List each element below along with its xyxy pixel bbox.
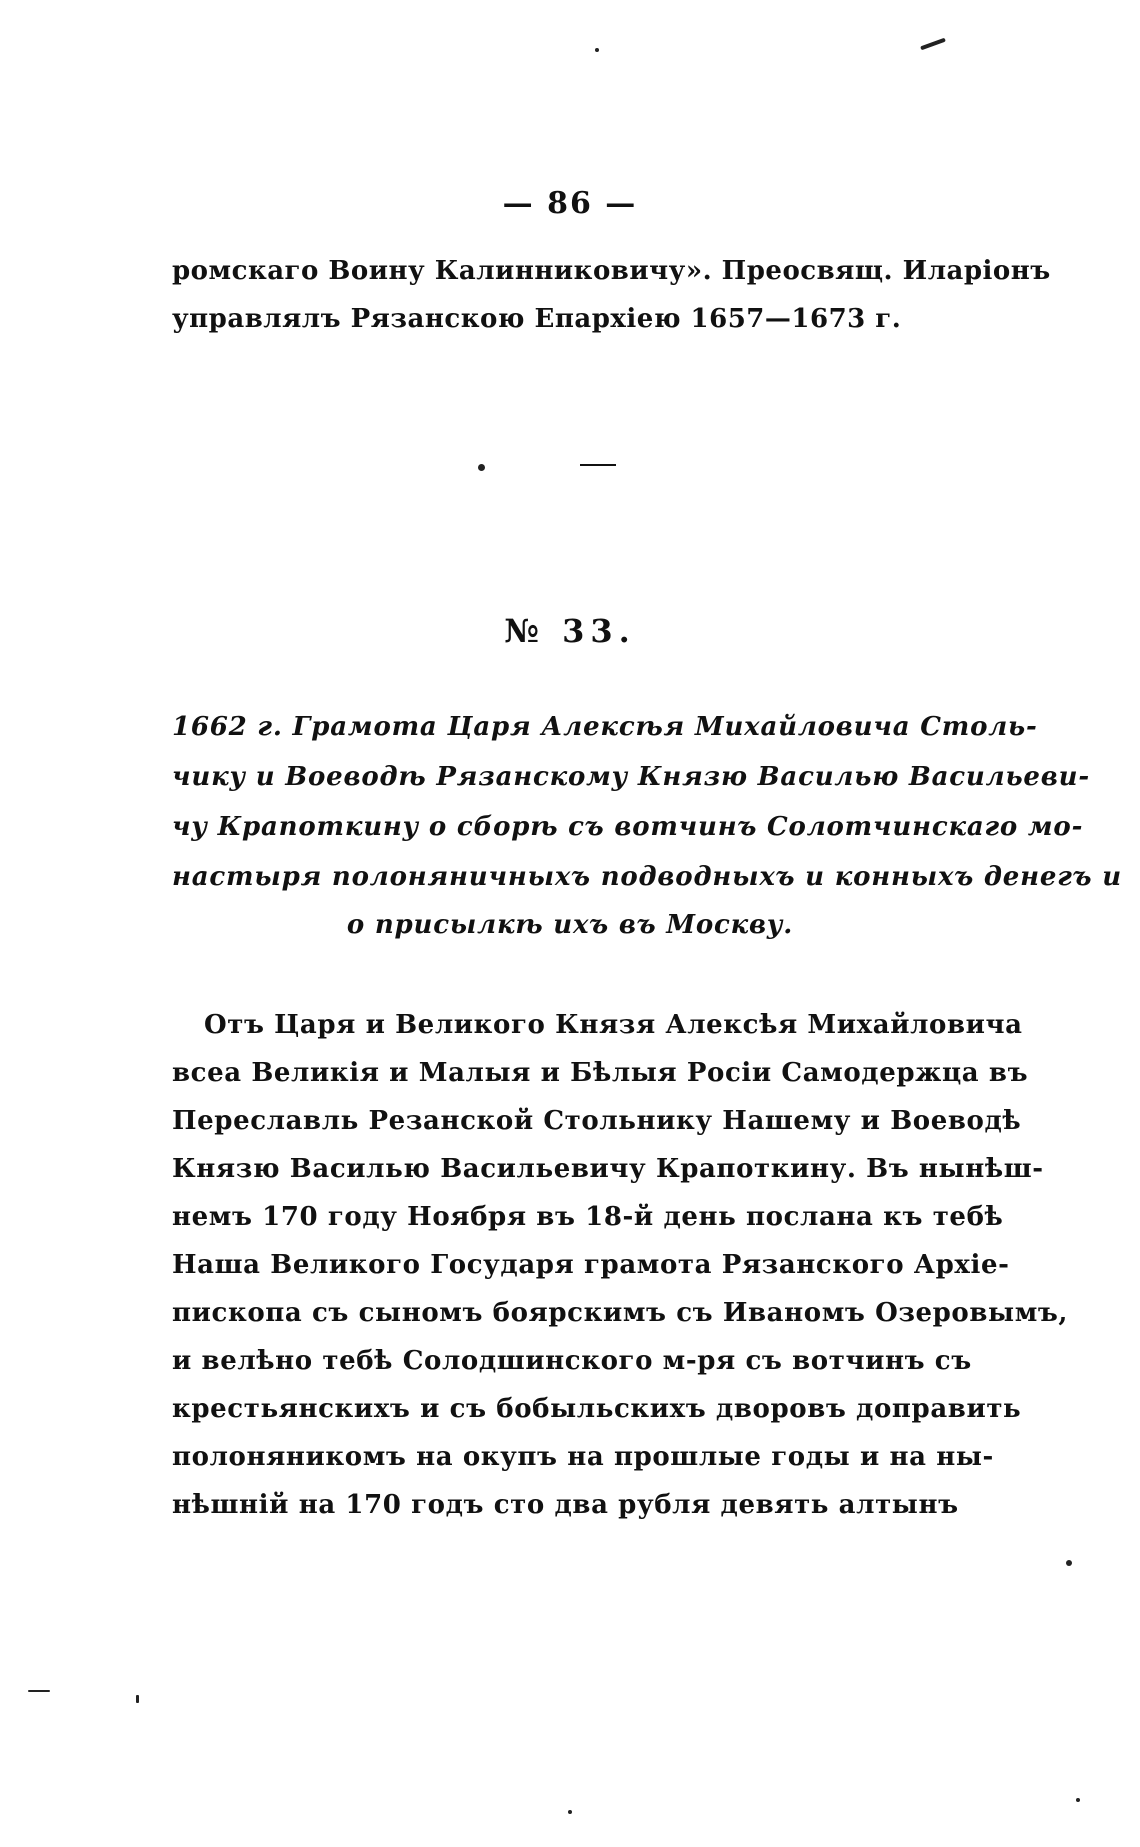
body-line-2: всеа Великія и Малыя и Бѣлыя Росіи Самодержца въ (172, 1058, 1029, 1088)
document-heading-line-5: о присылкѣ ихъ въ Москву. (346, 910, 794, 940)
body-line-3: Переславль Резанской Стольнику Нашему и Воеводѣ (172, 1106, 1022, 1136)
ink-dot (478, 464, 485, 471)
body-line-8: и велѣно тебѣ Солодшинского м-ря съ вотчинъ съ (172, 1346, 972, 1376)
continuation-line-1: ромскаго Воину Калинниковичу». Преосвящ. Иларіонъ (172, 256, 1051, 286)
page-number: — 86 — (502, 186, 638, 221)
document-heading-line-2: чику и Воеводѣ Рязанскому Князю Василью Васильеви- (172, 762, 1090, 792)
document-number: № 33. (504, 612, 636, 650)
ink-dot (568, 1810, 572, 1814)
body-line-6: Наша Великого Государя грамота Рязанского Архіе- (172, 1250, 1010, 1280)
body-line-7: пископа съ сыномъ боярскимъ съ Иваномъ Озеровымъ, (172, 1298, 1069, 1328)
section-separator (580, 464, 616, 466)
document-heading-line-1: 1662 г. Грамота Царя Алексѣя Михайловича Столь- (172, 712, 1038, 742)
document-heading-line-3: чу Крапоткину о сборѣ съ вотчинъ Солотчинскаго мо- (172, 812, 1084, 842)
body-line-11: нѣшній на 170 годъ сто два рубля девять алтынъ (172, 1490, 959, 1520)
ink-mark (28, 1690, 50, 1692)
body-line-9: крестьянскихъ и съ бобыльскихъ дворовъ доправить (172, 1394, 1022, 1424)
ink-dot (1066, 1560, 1072, 1566)
body-line-1: Отъ Царя и Великого Князя Алексѣя Михайловича (204, 1010, 1023, 1040)
body-line-5: немъ 170 году Ноября въ 18-й день послана къ тебѣ (172, 1202, 1004, 1232)
ink-mark (920, 38, 946, 51)
ink-mark (136, 1695, 139, 1703)
continuation-line-2: управлялъ Рязанскою Епархіею 1657—1673 г. (172, 304, 902, 334)
body-line-10: полоняникомъ на окупъ на прошлые годы и на ны- (172, 1442, 994, 1472)
body-line-4: Князю Василью Васильевичу Крапоткину. Въ нынѣш- (172, 1154, 1044, 1184)
ink-dot (595, 48, 599, 52)
ink-dot (1076, 1798, 1080, 1802)
document-heading-line-4: настыря полоняничныхъ подводныхъ и конныхъ денегъ и (172, 862, 1122, 892)
